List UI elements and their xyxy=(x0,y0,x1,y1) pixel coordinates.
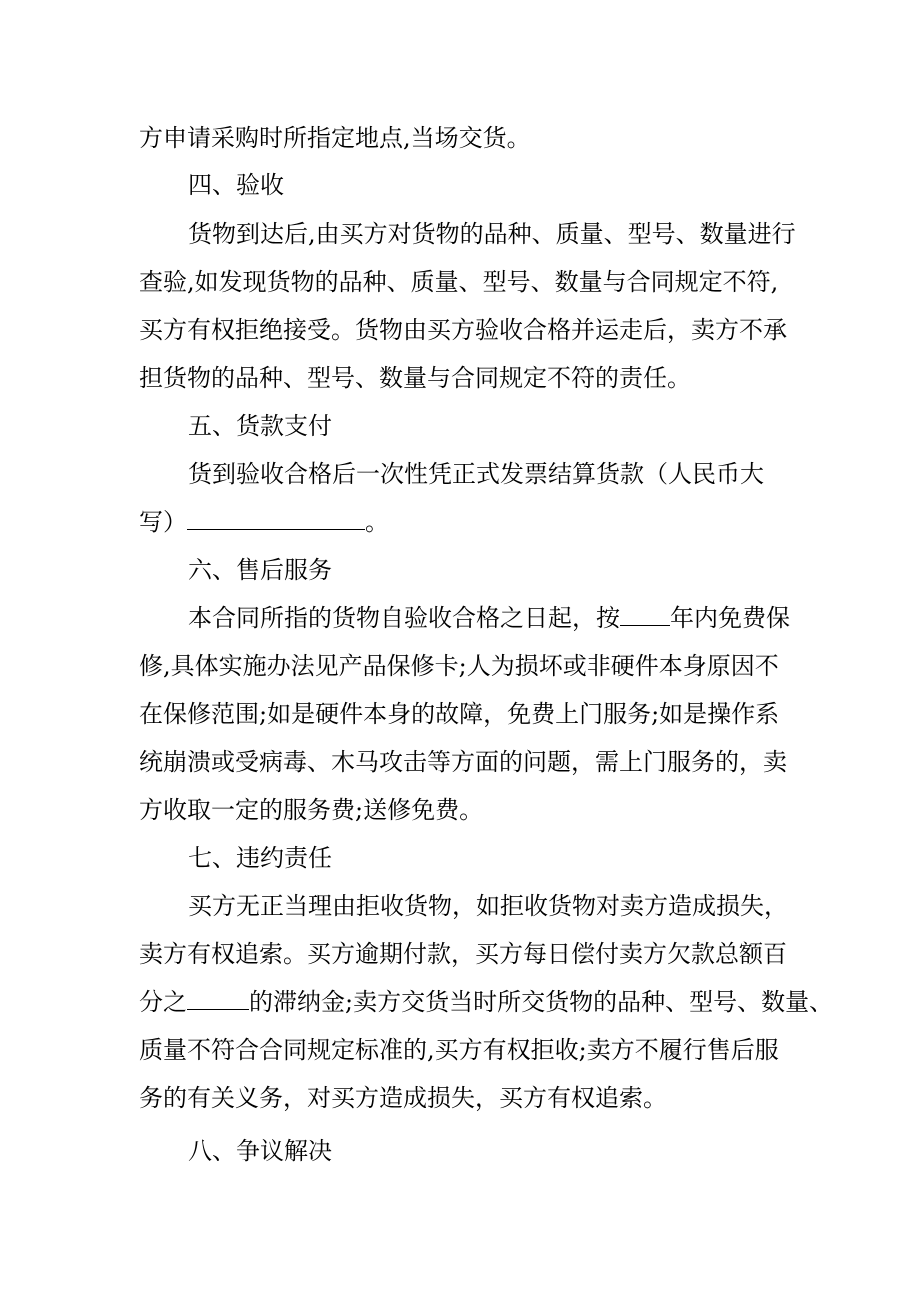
paragraph-line: 修,具体实施办法见产品保修卡;人为损坏或非硬件本身原因不 xyxy=(139,652,779,680)
fill-in-blank-amount[interactable] xyxy=(187,505,365,530)
paragraph-line xyxy=(139,505,819,539)
section-heading-payment: 五、货款支付 xyxy=(188,412,332,440)
paragraph-line: 买方无正当理由拒收货物，如拒收货物对卖方造成损失， xyxy=(188,892,788,920)
paragraph-line xyxy=(139,985,834,1019)
paragraph-line: 买方有权拒绝接受。货物由买方验收合格并运走后，卖方不承 xyxy=(139,316,787,344)
paragraph-line: 货到验收合格后一次性凭正式发票结算货款（人民币大 xyxy=(188,460,764,488)
fill-in-blank-percent[interactable] xyxy=(187,985,249,1010)
paragraph-line: 务的有关义务，对买方造成损失，买方有权追索。 xyxy=(139,1084,667,1112)
paragraph-line: 在保修范围;如是硬件本身的故障，免费上门服务;如是操作系 xyxy=(139,700,780,728)
line-text: 。 xyxy=(365,508,389,536)
line-text: 分之 xyxy=(139,988,187,1016)
fill-in-blank-years[interactable] xyxy=(620,601,670,626)
paragraph-line: 统崩溃或受病毒、木马攻击等方面的问题，需上门服务的，卖 xyxy=(139,748,787,776)
paragraph-line: 方申请采购时所指定地点,当场交货。 xyxy=(139,124,531,152)
paragraph-line: 方收取一定的服务费;送修免费。 xyxy=(139,796,484,824)
paragraph-line: 担货物的品种、型号、数量与合同规定不符的责任。 xyxy=(139,364,691,392)
line-text: 的滞纳金;卖方交货当时所交货物的品种、型号、数量、 xyxy=(249,988,834,1016)
section-heading-after-sales: 六、售后服务 xyxy=(188,556,332,584)
paragraph-line: 卖方有权追索。买方逾期付款，买方每日偿付卖方欠款总额百 xyxy=(139,940,787,968)
line-text: 年内免费保 xyxy=(670,604,790,632)
section-heading-dispute: 八、争议解决 xyxy=(188,1137,332,1165)
line-text: 写） xyxy=(139,508,187,536)
section-heading-acceptance: 四、验收 xyxy=(188,171,284,199)
line-text: 本合同所指的货物自验收合格之日起，按 xyxy=(188,604,620,632)
paragraph-line: 质量不符合合同规定标准的,买方有权拒收;卖方不履行售后服 xyxy=(139,1036,779,1064)
paragraph-line xyxy=(188,601,868,635)
section-heading-liability: 七、违约责任 xyxy=(188,844,332,872)
paragraph-line: 查验,如发现货物的品种、质量、型号、数量与合同规定不符, xyxy=(139,268,779,296)
paragraph-line: 货物到达后,由买方对货物的品种、质量、型号、数量进行 xyxy=(188,220,796,248)
